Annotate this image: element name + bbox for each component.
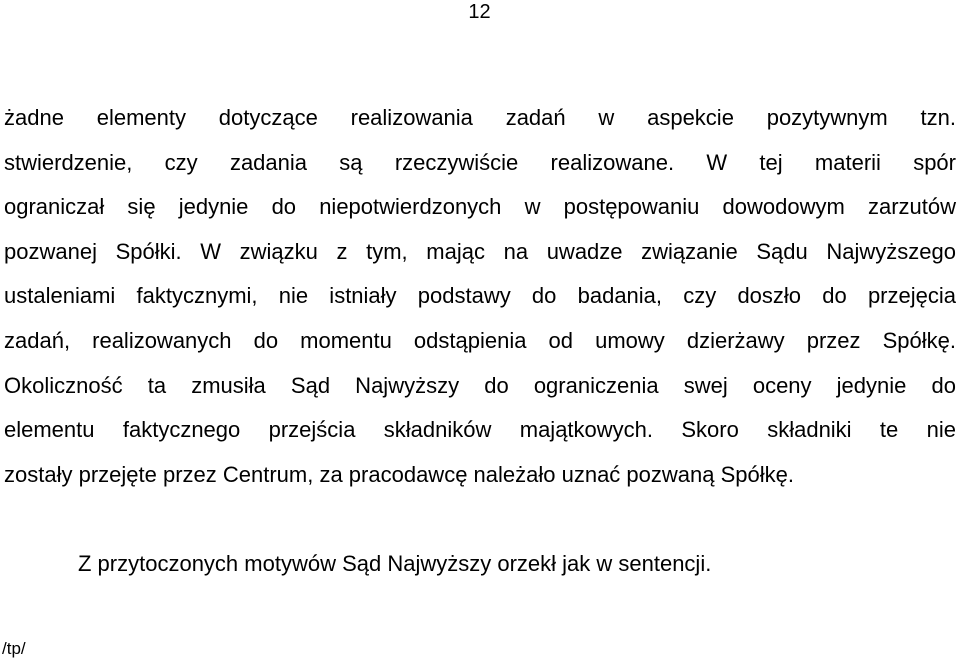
paragraph-line: ustaleniami faktycznymi, nie istniały podstawy do badania, czy doszło do przejęcia (4, 283, 956, 308)
page-number: 12 (468, 1, 491, 23)
paragraph-line: stwierdzenie, czy zadania są rzeczywiście realizowane. W tej materii spór (4, 150, 956, 175)
paragraph-line: ograniczał się jedynie do niepotwierdzonych w postępowaniu dowodowym zarzutów (4, 194, 956, 219)
footer-mark: /tp/ (2, 639, 26, 658)
paragraph-line: zadań, realizowanych do momentu odstąpienia od umowy dzierżawy przez Spółkę. (4, 328, 956, 353)
paragraph-line: pozwanej Spółki. W związku z tym, mając na uwadze związanie Sądu Najwyższego (4, 239, 956, 264)
closing-sentence: Z przytoczonych motywów Sąd Najwyższy orzekł jak w sentencji. (78, 551, 712, 576)
paragraph-line: zostały przejęte przez Centrum, za pracodawcę należało uznać pozwaną Spółkę. (4, 462, 794, 487)
paragraph-line: Okoliczność ta zmusiła Sąd Najwyższy do ograniczenia swej oceny jedynie do (4, 373, 956, 398)
paragraph-line: żadne elementy dotyczące realizowania zadań w aspekcie pozytywnym tzn. (4, 105, 956, 130)
paragraph-line: elementu faktycznego przejścia składników majątkowych. Skoro składniki te nie (4, 417, 956, 442)
